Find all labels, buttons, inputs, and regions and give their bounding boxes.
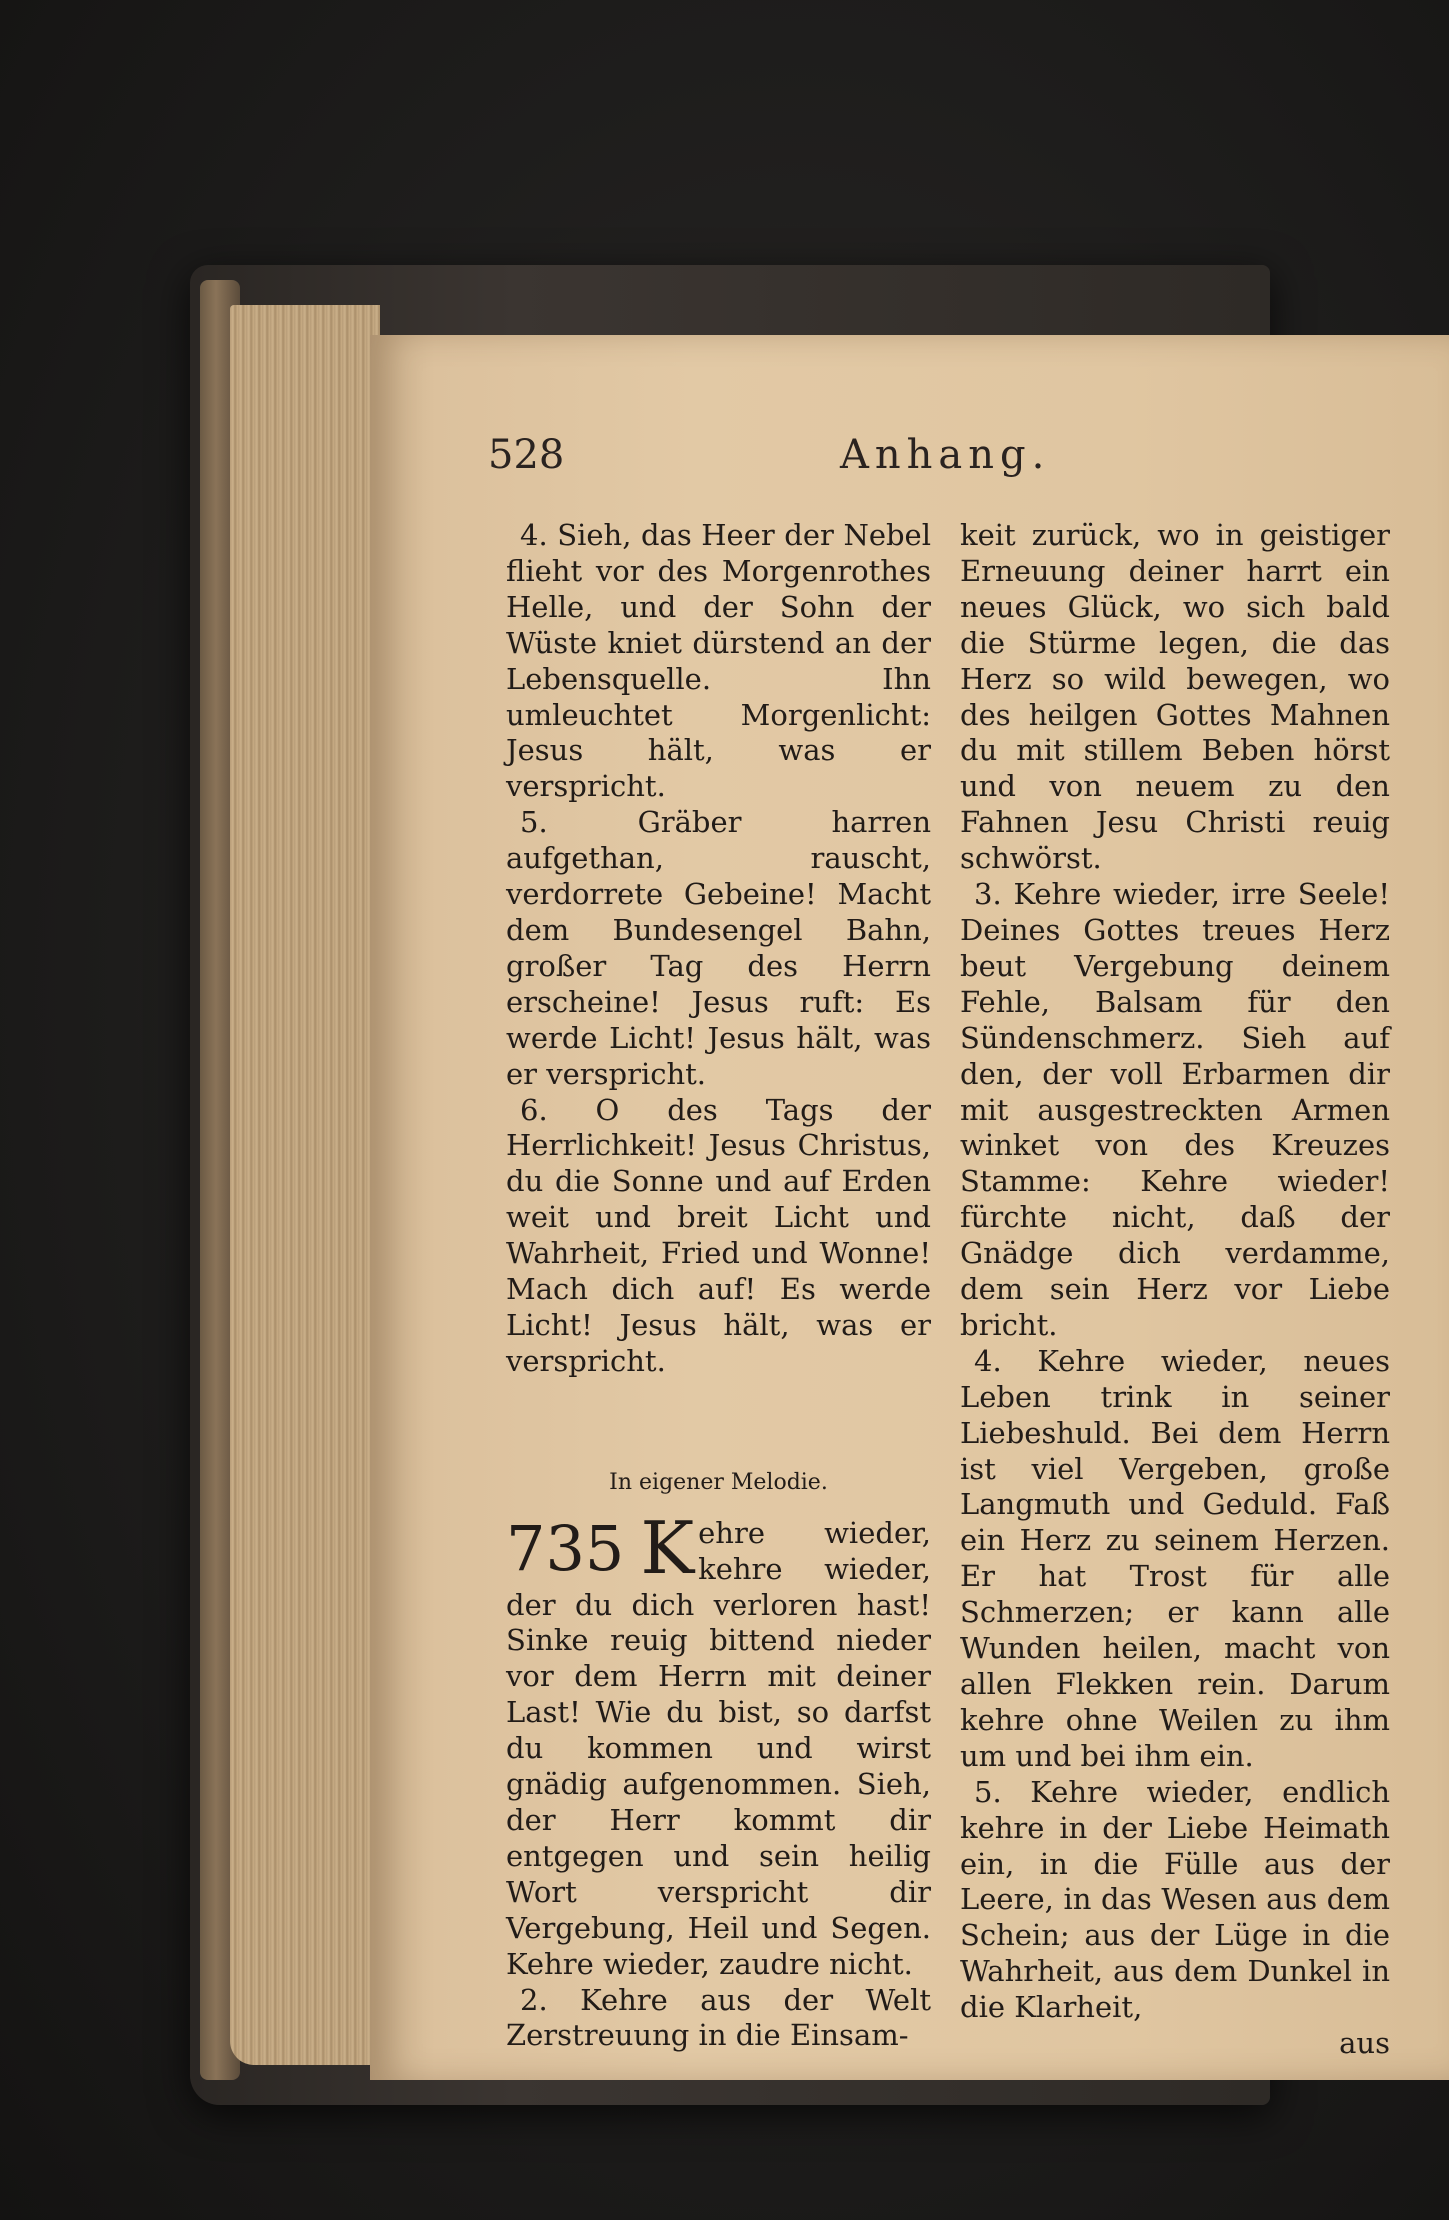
hymn-dropcap: K	[640, 1505, 695, 1590]
left-column	[506, 518, 931, 2054]
hymn-stanza-3: 3. Kehre wieder, irre Seele! Deines Gottes treues Herz beut Vergebung deinem Fehle, Balsam für den Sündenschmerz. Sieh auf den, der voll Erbarmen dir mit ausgestreckten Armen winket von des Kreuzes Stamme: Kehre wieder! fürchte nicht, daß der Gnädge dich verdamme, dem sein Herz vor Liebe bricht.	[960, 877, 1390, 1342]
hymn-stanza-5: 5. Kehre wieder, endlich kehre in der Liebe Heimath ein, in die Fülle aus der Leere, in das Wesen aus dem Schein; aus der Lüge in die Wahrheit, aus dem Dunkel in die Klarheit,	[960, 1774, 1390, 2025]
page-edges	[230, 305, 380, 2065]
hymn-number: 735	[506, 1511, 625, 1585]
hymn-stanza-4: 4. Kehre wieder, neues Leben trink in seiner Liebeshuld. Bei dem Herrn ist viel Vergeben, große Langmuth und Geduld. Faß ein Herz zu seinem Herzen. Er hat Trost für alle Schmerzen; er kann alle Wunden heilen, macht von allen Flekken rein. Darum kehre ohne Weilen zu ihm um und bei ihm ein.	[960, 1343, 1390, 1773]
stanza-6: 6. O des Tags der Herrlichkeit! Jesus Christus, du die Sonne und auf Erden weit und breit Licht und Wahrheit, Fried und Wonne! Mach dich auf! Es werde Licht! Jesus hält, was er verspricht.	[506, 1092, 931, 1378]
hymn-735-stanza-1	[506, 1505, 931, 1983]
stanza-5: 5. Gräber harren aufgethan, rauscht, verdorrete Gebeine! Macht dem Bundesengel Bahn, großer Tag des Herrn erscheine! Jesus ruft: Es werde Licht! Jesus hält, was er verspricht.	[506, 805, 931, 1091]
stanza-2-continued: keit zurück, wo in geistiger Erneuung deiner harrt ein neues Glück, wo sich bald die Stürme legen, die das Herz so wild bewegen, wo des heilgen Gottes Mahnen du mit stillem Beben hörst und von neuem zu den Fahnen Jesu Christi reuig schwörst.	[960, 518, 1390, 876]
melody-note: In eigener Melodie.	[609, 1469, 828, 1495]
catchword: aus	[1339, 2026, 1390, 2061]
right-column	[960, 518, 1390, 2062]
page-header	[488, 432, 1388, 492]
running-title: Anhang.	[840, 432, 1051, 478]
hymn-stanza-1-text: ehre wieder, kehre wieder, der du dich verloren hast! Sinke reuig bittend nieder vor dem Herrn mit deiner Last! Wie du bist, so darfst du kommen und wirst gnädig aufgenommen. Sieh, der Herr kommt dir entgegen und sein heilig Wort verspricht dir Vergebung, Heil und Segen. Kehre wieder, zaudre nicht.	[506, 1515, 931, 1981]
hymn-stanza-2-start: 2. Kehre aus der Welt Zerstreuung in die Einsam-	[506, 1982, 931, 2053]
page-number: 528	[488, 432, 565, 478]
stanza-4: 4. Sieh, das Heer der Nebel flieht vor des Morgenrothes Helle, und der Sohn der Wüste kniet dürstend an der Lebensquelle. Ihn umleuchtet Morgenlicht: Jesus hält, was er verspricht.	[506, 518, 931, 804]
